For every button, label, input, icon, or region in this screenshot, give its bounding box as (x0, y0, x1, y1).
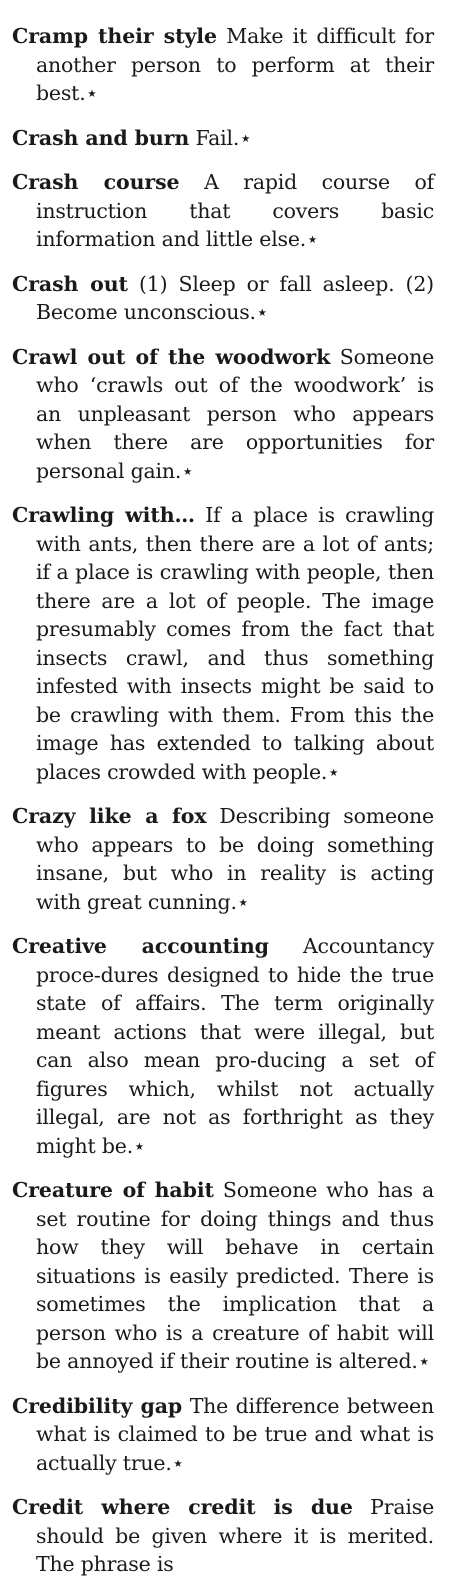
entry-term: Crash and burn (12, 125, 190, 150)
entry-term: Crazy like a fox (12, 804, 207, 828)
entry-term: Crash course (12, 170, 180, 194)
entry-creature-of-habit (12, 1176, 434, 1376)
entry-term: Crawling with… (12, 503, 195, 527)
entry-crash-course (12, 168, 434, 254)
entry-definition: (1) Sleep or fall asleep. (2) Become unconscious.⋆ (36, 271, 434, 324)
entry-term: Credit where credit is due (12, 1495, 353, 1519)
entry-term: Cramp their style (12, 24, 217, 48)
entry-definition: A rapid course of instruction that covers basic information and little else.⋆ (36, 170, 434, 251)
entry-definition: Accountancy proce-dures designed to hide the true state of affairs. The term originally meant actions that were illegal, but can also mean pro-ducing a set of figures which, whilst not actually illegal, are not as forthright as they might be.⋆ (36, 934, 434, 1158)
entry-crash-and-burn (12, 124, 434, 153)
entry-crawl-out-of-the-woodwork (12, 343, 434, 486)
entry-definition: Someone who has a set routine for doing things and thus how they will behave in certain situations is easily predicted. There is sometimes the implication that a person who is a creature of habit will be annoyed if their routine is altered.⋆ (36, 1178, 434, 1373)
entry-definition: Someone who ‘crawls out of the woodwork’ is an unpleasant person who appears when there are opportunities for personal gain.⋆ (36, 344, 434, 483)
dictionary-page (12, 22, 434, 1595)
entry-crazy-like-a-fox (12, 802, 434, 916)
entry-definition: If a place is crawling with ants, then there are a lot of ants; if a place is crawling with people, then there are a lot of people. The image presumably comes from the fact that insects crawl, and thus something infested with insects might be said to be crawling with them. From this the image has extended to talking about places crowded with people.⋆ (36, 503, 435, 784)
entry-cramp-their-style (12, 22, 434, 108)
entry-definition: Praise should be given where it is merited. The phrase is (36, 1495, 434, 1576)
entry-term: Credibility gap (12, 1393, 183, 1418)
entry-definition: The difference between what is claimed to be true and what is actually true.⋆ (36, 1393, 434, 1475)
entry-term: Crash out (12, 271, 128, 296)
entry-creative-accounting (12, 932, 434, 1160)
entry-credit-where-credit-is-due (12, 1493, 434, 1579)
entry-definition: Make it difficult for another person to perform at their best.⋆ (36, 24, 434, 105)
entry-term: Creative accounting (12, 934, 269, 958)
entry-definition: Describing someone who appears to be doing something insane, but who in reality is acting with great cunning.⋆ (36, 804, 434, 914)
entry-term: Crawl out of the woodwork (12, 344, 331, 369)
entry-term: Creature of habit (12, 1178, 214, 1202)
entry-crawling-with (12, 501, 434, 786)
entry-credibility-gap (12, 1392, 434, 1478)
entry-crash-out (12, 270, 434, 327)
entry-definition: Fail.⋆ (195, 125, 252, 150)
